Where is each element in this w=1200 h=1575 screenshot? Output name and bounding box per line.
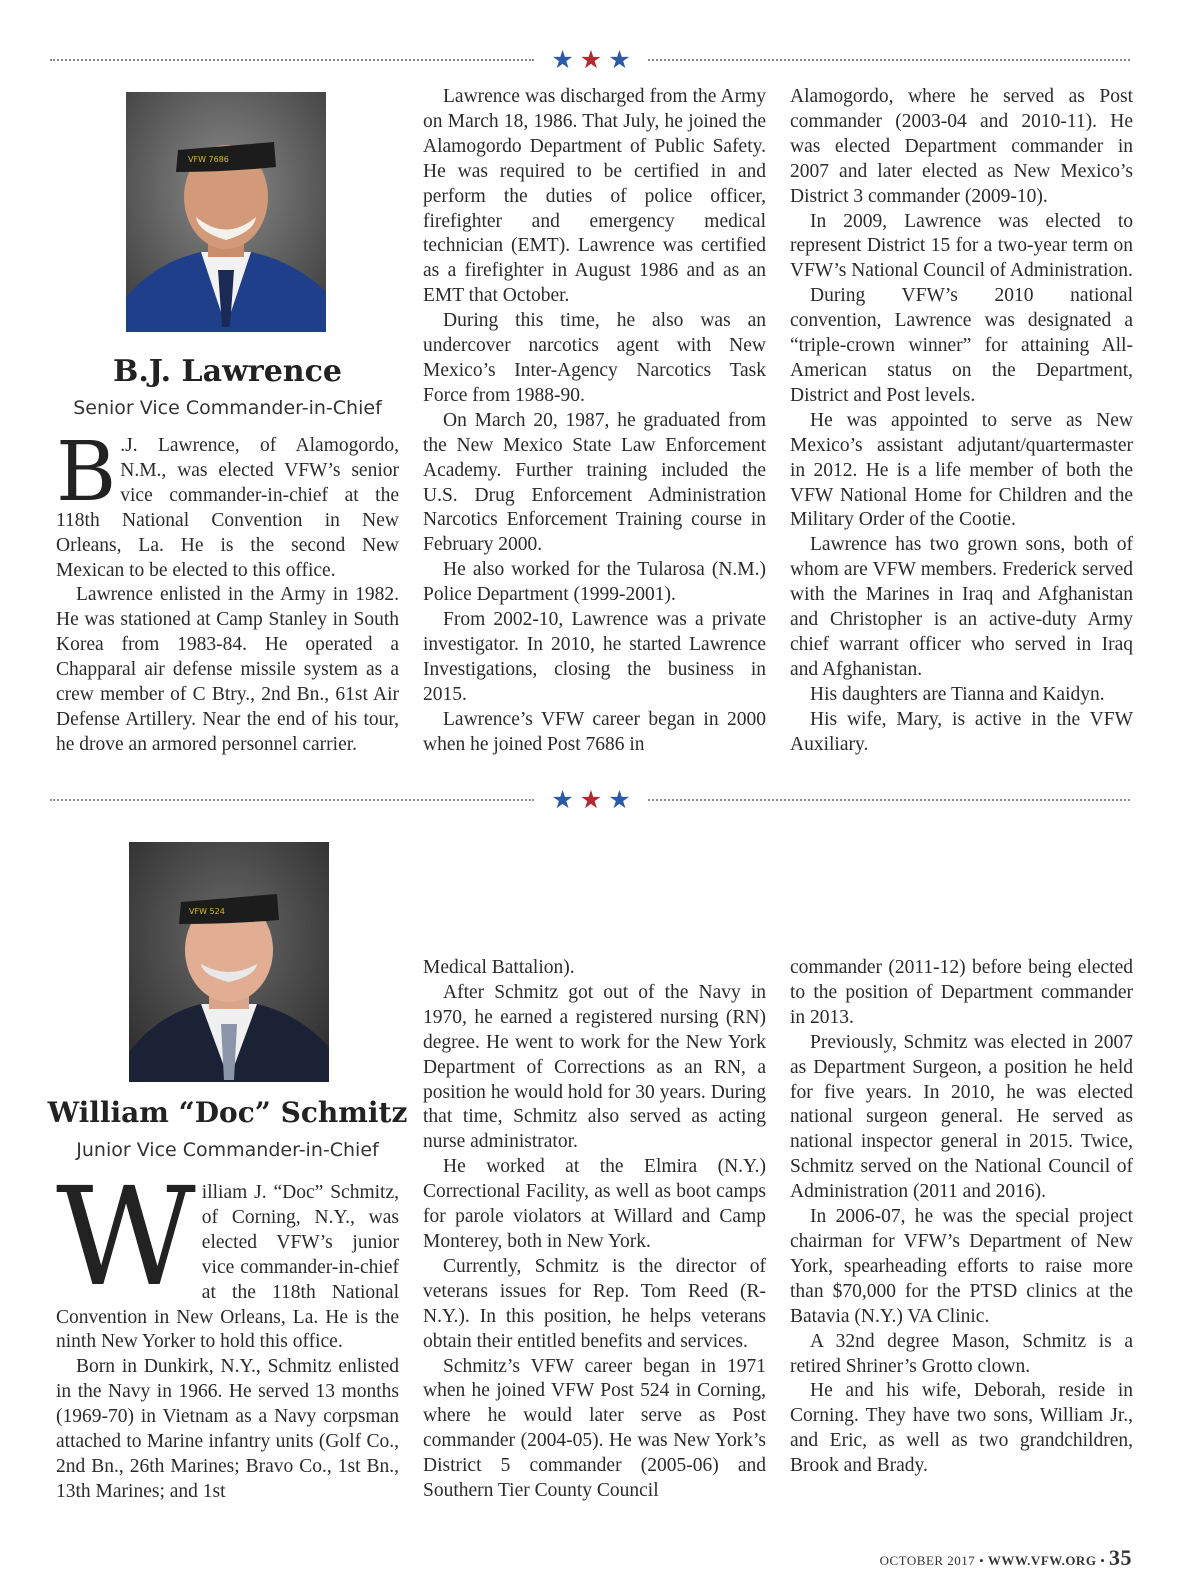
article-paragraph: Lawrence was discharged from the Army on March 18, 1986. That July, he joined the Alamogordo Department of Public Safety. He was required to be certified in and perform the duties of police officer, firefighter and emergency medical technician (EMT). Lawrence was certified as a firefighter in August 1986 and as an EMT that October. <box>423 86 766 307</box>
drop-cap: W <box>56 1159 196 1317</box>
article-paragraph: In 2006-07, he was the special project chairman for VFW’s Department of New York, spearheading efforts to raise more than $70,000 for the PTSD clinics at the Batavia (N.Y.) VA Clinic. <box>790 1206 1133 1327</box>
article-paragraph: In 2009, Lawrence was elected to represent District 15 for a two-year term on VFW’s National Council of Administration. <box>790 210 1133 282</box>
article-paragraph: He and his wife, Deborah, reside in Corning. They have two sons, William Jr., and Eric, as well as two grandchildren, Brook and Brady. <box>790 1380 1133 1477</box>
article-paragraph: Alamogordo, where he served as Post commander (2003-04 and 2010-11). He was elected Department commander in 2007 and later elected as New Mexico’s District 3 commander (2009-10). <box>790 86 1133 207</box>
article-paragraph: His daughters are Tianna and Kaidyn. <box>810 683 1105 705</box>
article-paragraph <box>56 425 399 583</box>
section-divider-middle <box>50 785 1130 815</box>
footer-separator: • <box>979 1553 985 1568</box>
article-paragraph: Medical Battalion). <box>423 957 575 978</box>
article-paragraph: During VFW’s 2010 national convention, Lawrence was designated a “triple-crown winner” for attaining All-American status on the Department, District and Post levels. <box>790 285 1133 406</box>
article-paragraph: Previously, Schmitz was elected in 2007 as Department Surgeon, a position he held for five years. In 2010, he was elected national surgeon general. He served as national inspector general in 2015. Twice, Schmitz served on the National Council of Administration (2011 and 2016). <box>790 1031 1133 1203</box>
article-column-1 <box>56 1159 399 1505</box>
footer-separator: • <box>1100 1553 1106 1568</box>
star-icon: ★ <box>608 45 637 74</box>
article-paragraph: His wife, Mary, is active in the VFW Auxiliary. <box>790 708 1133 755</box>
article-paragraph: He was appointed to serve as New Mexico’s assistant adjutant/quartermaster in 2012. He is a life member of both the VFW National Home for Children and the Military Order of the Cootie. <box>790 409 1133 531</box>
article-paragraph: A 32nd degree Mason, Schmitz is a retired Shriner’s Grotto clown. <box>790 1330 1133 1377</box>
article-paragraph: During this time, he also was an undercover narcotics agent with New Mexico’s Inter-Agency Narcotics Task Force from 1988-90. <box>423 310 766 406</box>
dotted-rule-left <box>50 59 534 61</box>
article-paragraph: Born in Dunkirk, N.Y., Schmitz enlisted in the Navy in 1966. He served 13 months (1969-70) in Vietnam as a Navy corpsman attached to Marine infantry units (Golf Co., 2nd Bn., 26th Marines; Bravo Co., 1st Bn., 13th Marines; and 1st <box>56 1356 399 1502</box>
article-paragraph: He worked at the Elmira (N.Y.) Correctional Facility, as well as boot camps for parole violators at Willard and Camp Monterey, both in New York. <box>423 1156 766 1252</box>
william-schmitz-portrait <box>129 842 329 1082</box>
website-link[interactable]: WWW.VFW.ORG <box>987 1553 1097 1568</box>
article-paragraph: He also worked for the Tularosa (N.M.) Police Department (1999-2001). <box>423 559 766 606</box>
page-number: 35 <box>1109 1545 1132 1570</box>
paragraph-text: .J. Lawrence, of Alamogordo, N.M., was elected VFW’s senior vice commander-in-chief at the 118th National Convention in New Orleans, La. He is the second New Mexican to be elected to this office. <box>56 435 399 581</box>
portrait-image <box>129 842 329 1082</box>
article-column-3 <box>790 85 1133 757</box>
issue-date: OCTOBER 2017 <box>879 1553 976 1568</box>
cap-text: VFW 524 <box>189 907 225 916</box>
paragraph-text: illiam J. “Doc” Schmitz, of Corning, N.Y., was elected VFW’s junior vice commander-in-chief at the 118th National Convention in New Orleans, La. He is the ninth New Yorker to hold this office. <box>56 1182 399 1353</box>
stars-ornament <box>544 45 644 75</box>
profile-name: William “Doc” Schmitz <box>47 1096 408 1129</box>
article-column-1 <box>56 425 399 758</box>
stars-ornament <box>544 785 644 815</box>
article-paragraph: commander (2011-12) before being elected to the position of Department commander in 2013. <box>790 957 1133 1028</box>
article-paragraph: Lawrence enlisted in the Army in 1982. He was stationed at Camp Stanley in South Korea from 1983-84. He operated a Chapparal air defense missile system as a crew member of C Btry., 2nd Bn., 61st Air Defense Artillery. Near the end of his tour, he drove an armored personnel carrier. <box>56 584 399 755</box>
article-paragraph: From 2002-10, Lawrence was a private investigator. In 2010, he started Lawrence Investigations, closing the business in 2015. <box>423 609 766 705</box>
article-column-2 <box>423 956 766 1504</box>
section-divider-top <box>50 45 1130 75</box>
bj-lawrence-portrait <box>126 92 326 332</box>
article-paragraph: Lawrence’s VFW career began in 2000 when he joined Post 7686 in <box>423 708 766 755</box>
cap-text: VFW 7686 <box>188 155 229 164</box>
article-paragraph <box>56 1159 399 1355</box>
portrait-image <box>126 92 326 332</box>
star-icon: ★ <box>551 785 580 814</box>
star-icon: ★ <box>608 785 637 814</box>
article-paragraph: After Schmitz got out of the Navy in 1970, he earned a registered nursing (RN) degree. He went to work for the New York Department of Corrections as an RN, a position he would hold for 30 years. During that time, Schmitz also served as acting nurse administrator. <box>423 981 766 1153</box>
dotted-rule-right <box>648 59 1130 61</box>
article-paragraph: Currently, Schmitz is the director of veterans issues for Rep. Tom Reed (R-N.Y.). In this position, he helps veterans obtain their entitled benefits and services. <box>423 1255 766 1352</box>
profile-title: Senior Vice Commander-in-Chief <box>73 397 382 419</box>
star-icon: ★ <box>579 785 609 814</box>
drop-cap: B <box>56 425 117 520</box>
star-icon: ★ <box>551 45 580 74</box>
dotted-rule-left <box>50 799 534 801</box>
star-icon: ★ <box>579 45 609 74</box>
article-paragraph: Lawrence has two grown sons, both of whom are VFW members. Frederick served with the Marines in Iraq and Afghanistan and Christopher is an active-duty Army chief warrant officer who served in Iraq and Afghanistan. <box>790 534 1133 680</box>
dotted-rule-right <box>648 799 1130 801</box>
article-paragraph: On March 20, 1987, he graduated from the New Mexico State Law Enforcement Academy. Further training included the U.S. Drug Enforcement Administration Narcotics Enforcement Training course in February 2000. <box>423 409 766 556</box>
page-footer <box>880 1545 1132 1571</box>
article-column-2 <box>423 85 766 757</box>
article-column-3 <box>790 956 1133 1479</box>
profile-name: B.J. Lawrence <box>113 354 342 389</box>
profile-title: Junior Vice Commander-in-Chief <box>76 1139 379 1161</box>
article-paragraph: Schmitz’s VFW career began in 1971 when he joined VFW Post 524 in Corning, where he would later serve as Post commander (2004-05). He was New York’s District 5 commander (2005-06) and Southern Tier County Council <box>423 1355 766 1502</box>
